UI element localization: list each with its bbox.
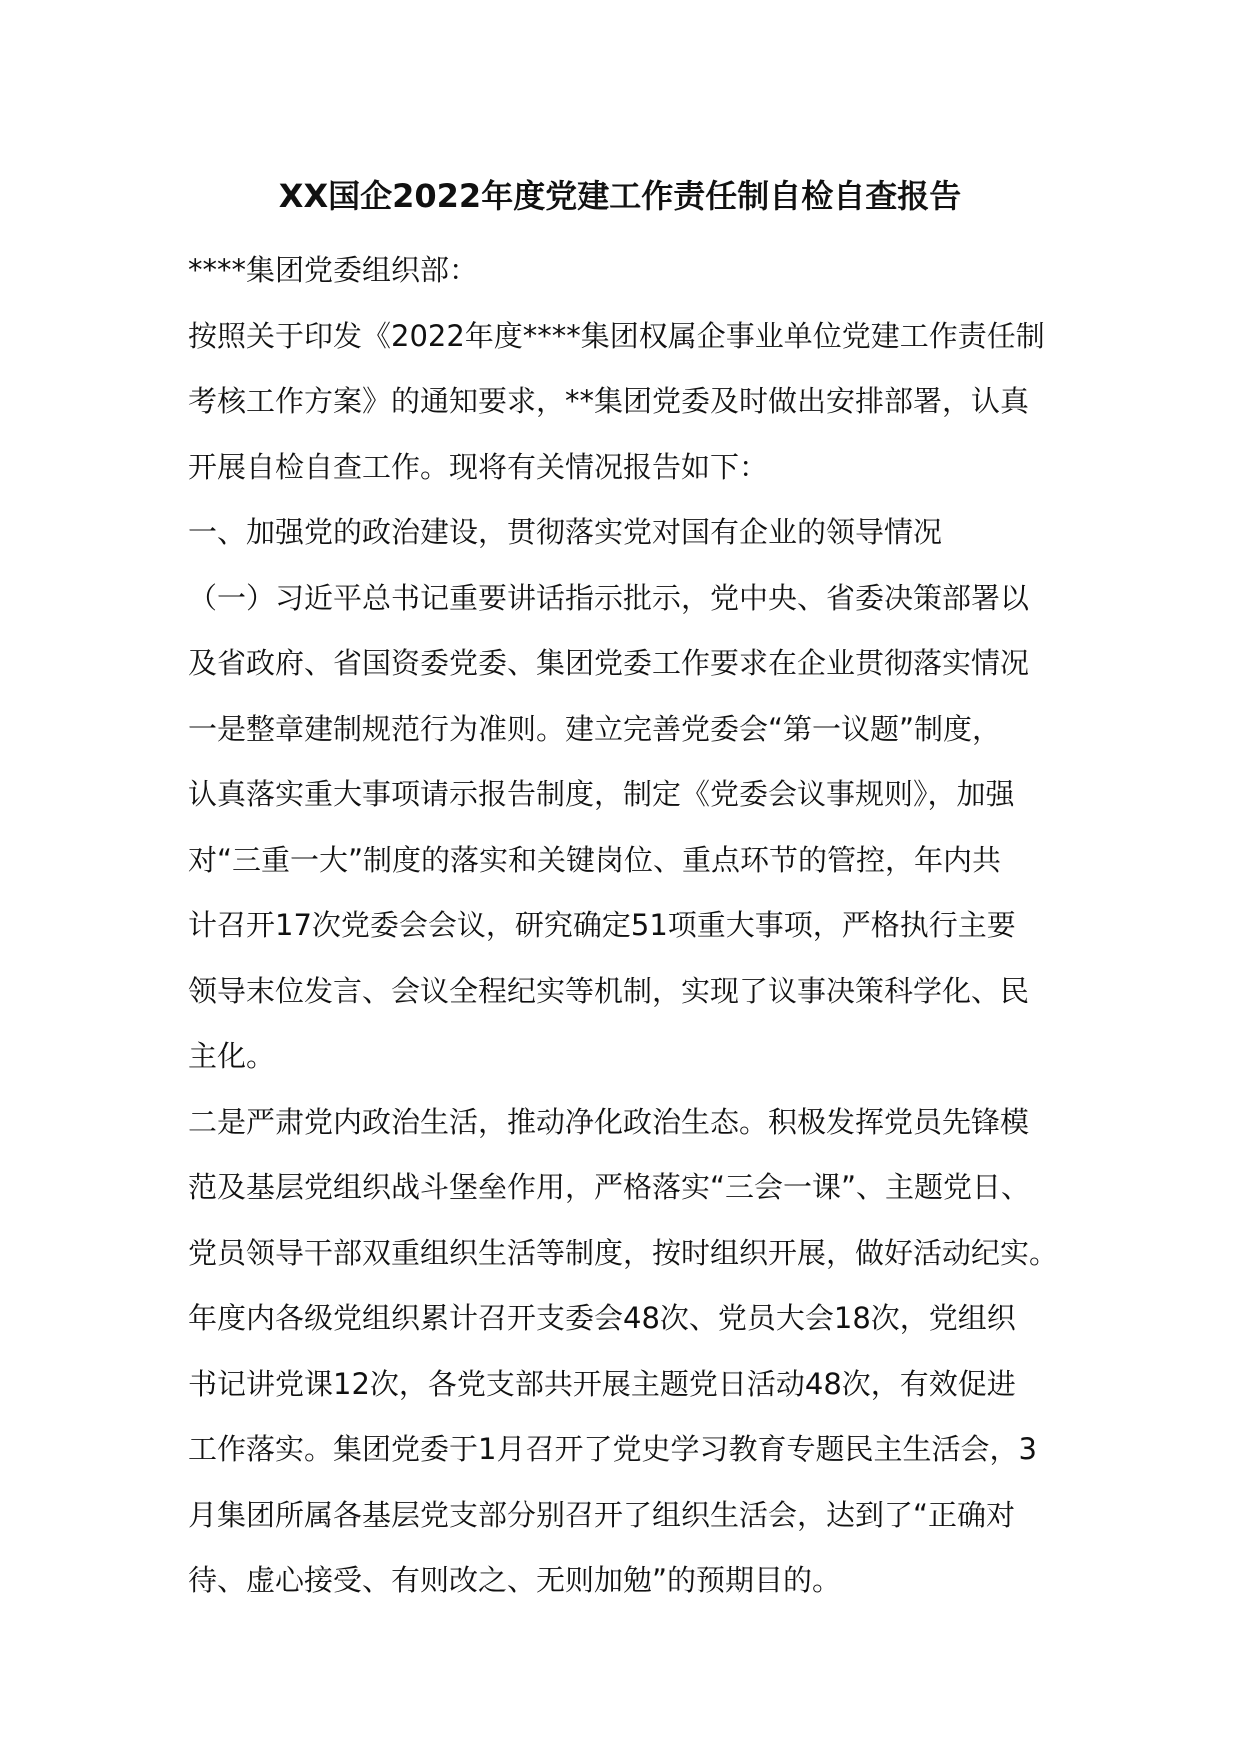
text-line: 月集团所属各基层党支部分别召开了组织生活会，达到了“正确对 [188,1497,1016,1532]
text-line: 计召开17次党委会会议，研究确定51项重大事项，严格执行主要 [188,908,1016,942]
text-line: 书记讲党课12次，各党支部共开展主题党日活动48次，有效促进 [188,1366,1016,1401]
text-line: 待、虚心接受、有则改之、无则加勉”的预期目的。 [188,1563,842,1597]
text-line: 认真落实重大事项请示报告制度，制定《党委会议事规则》，加强 [188,777,1015,811]
text-line: 范及基层党组织战斗堡垒作用，严格落实“三会一课”、主题党日、 [188,1170,1031,1204]
text-line: 领导末位发言、会议全程纪实等机制，实现了议事决策科学化、民 [188,973,1030,1008]
text-line: 党员领导干部双重组织生活等制度，按时组织开展，做好活动纪实。 [188,1235,1059,1270]
subsection-heading: 及省政府、省国资委党委、集团党委工作要求在企业贯彻落实情况 [188,646,1030,680]
text-line: 主化。 [188,1039,276,1073]
section-heading: 一、加强党的政治建设，贯彻落实党对国有企业的领导情况 [188,515,943,549]
text-line: 按照关于印发《2022年度****集团权属企事业单位党建工作责任制 [188,318,1045,353]
text-line: 考核工作方案》的通知要求，**集团党委及时做出安排部署，认真 [188,384,1030,418]
text-line: 开展自检自查工作。现将有关情况报告如下： [188,449,769,484]
document-title: XX国企2022年度党建工作责任制自检自查报告 [278,177,962,215]
text-line: 工作落实。集团党委于1月召开了党史学习教育专题民主生活会，3 [188,1432,1037,1466]
text-line: 一是整章建制规范行为准则。建立完善党委会“第一议题”制度， [188,711,1002,746]
document-body [188,238,1068,1614]
text-line: 年度内各级党组织累计召开支委会48次、党员大会18次，党组织 [188,1301,1016,1335]
text-line: 二是严肃党内政治生活，推动净化政治生态。积极发挥党员先锋模 [188,1104,1030,1139]
subsection-heading: （一）习近平总书记重要讲话指示批示，党中央、省委决策部署以 [188,580,1030,615]
text-line: ****集团党委组织部： [188,253,479,287]
text-line: 对“三重一大”制度的落实和关键岗位、重点环节的管控，年内共 [188,842,1002,877]
